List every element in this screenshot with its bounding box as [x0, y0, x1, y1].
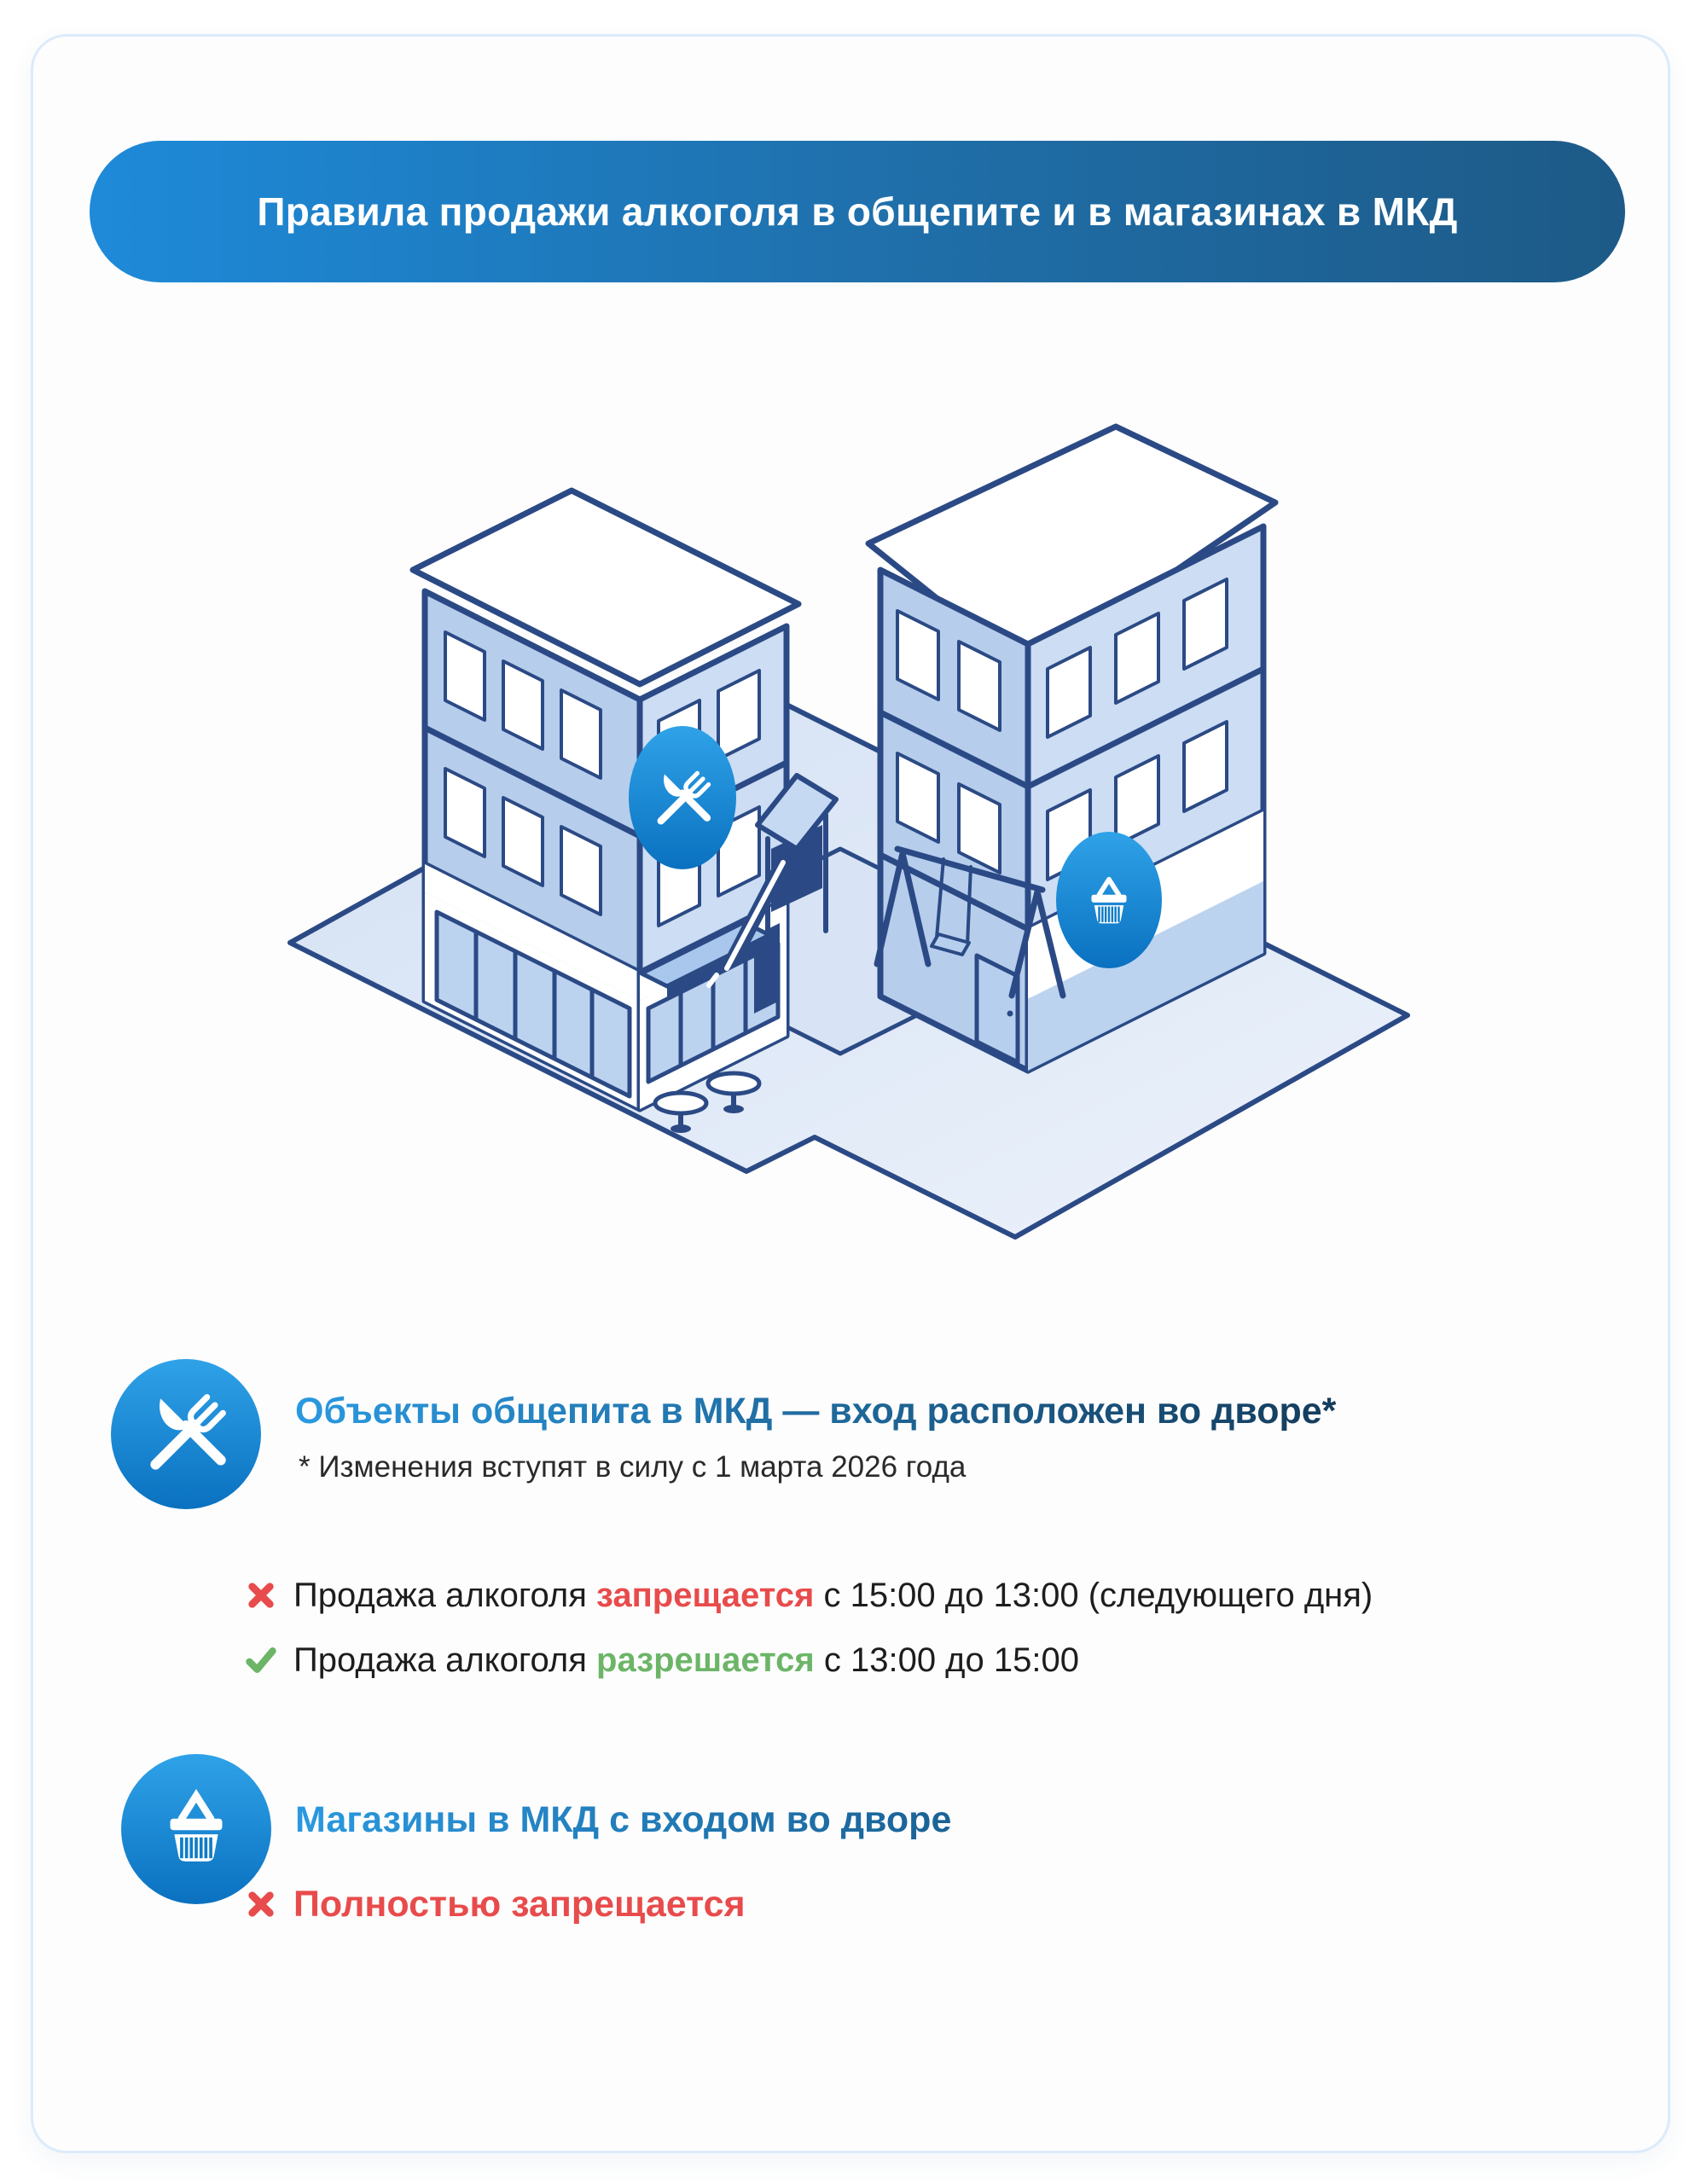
cross-icon: [244, 1887, 278, 1921]
rule-row: [244, 1879, 746, 1930]
keyword-fully-prohibited: Полностью запрещается: [293, 1883, 746, 1925]
entrance-door: [977, 956, 1018, 1062]
rule-row: [244, 1628, 1373, 1693]
rule-text: Продажа алкоголя разрешается с 13:00 до 15:00: [293, 1641, 1079, 1679]
keyword-allowed: разрешается: [596, 1641, 815, 1679]
shop-rules-list: [244, 1879, 746, 1930]
rule-text: Продажа алкоголя запрещается с 15:00 до 13:00 (следующего дня): [293, 1576, 1373, 1614]
cafe-rules-list: [244, 1563, 1373, 1693]
restaurant-badge: [629, 726, 736, 869]
shopping-basket-icon: [144, 1777, 248, 1881]
cross-icon: [244, 1578, 278, 1612]
section-shop-title: Магазины в МКД с входом во дворе: [295, 1797, 951, 1843]
section-cafe-badge: [111, 1359, 261, 1509]
right-building-shop: [868, 427, 1275, 1071]
basket-badge: [1056, 832, 1162, 968]
page-title: Правила продажи алкоголя в общепите и в магазинах в МКД: [257, 189, 1458, 234]
section-cafe-footnote: * Изменения вступят в силу с 1 марта 2026 года: [299, 1450, 967, 1484]
check-icon: [244, 1643, 278, 1677]
courtyard-illustration: [256, 388, 1450, 1250]
fork-knife-icon: [135, 1383, 237, 1485]
rule-row: [244, 1563, 1373, 1628]
keyword-prohibited: запрещается: [596, 1576, 815, 1614]
section-cafe-title: Объекты общепита в МКД — вход расположен во дворе*: [295, 1388, 1336, 1434]
header-banner: [90, 141, 1625, 282]
left-building-cafe: [413, 491, 798, 1109]
